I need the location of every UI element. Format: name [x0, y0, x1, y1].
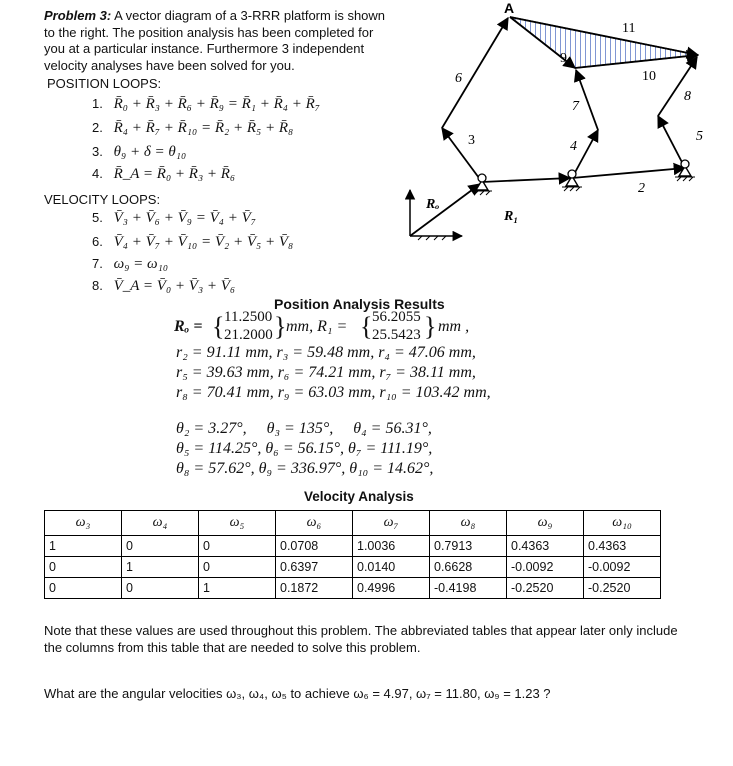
velocity-loop-7: 7. ω₉ = ω₁₀ — [92, 256, 169, 272]
position-loop-1: 1. R̄₀ + R̄₃ + R̄₆ + R̄₉ = R̄₁ + R̄₄ + R̄₇ — [92, 96, 320, 112]
vector-2 — [572, 168, 685, 178]
label-r1: R₁ — [504, 209, 519, 224]
problem-intro — [44, 8, 394, 74]
header-w5: ω₅ — [199, 511, 276, 536]
table-cell: 0.1872 — [276, 578, 353, 599]
table-cell: 1 — [45, 536, 122, 557]
table-cell: 0.7913 — [430, 536, 507, 557]
ro-top: 11.2500 — [224, 309, 273, 325]
lengths-line-1: r₂ = 91.11 mm, r₃ = 59.48 mm, r₄ = 47.06 mm, — [176, 344, 476, 361]
position-loop-4: 4. R̄_A = R̄₀ + R̄₃ + R̄₆ — [92, 166, 236, 182]
table-cell: 0.6628 — [430, 557, 507, 578]
velocity-loops-heading: VELOCITY LOOPS: — [44, 192, 161, 207]
table-cell: 0.0708 — [276, 536, 353, 557]
vector-3 — [442, 128, 482, 182]
question-text: What are the angular velocities ω₃, ω₄, ω₅ to achieve ω₆ = 4.97, ω₇ = 11.80, ω₉ = 1.23 ? — [44, 686, 551, 701]
table-cell: 0.4363 — [584, 536, 661, 557]
label-7: 7 — [572, 99, 579, 114]
angles-line-2: θ₅ = 114.25°, θ₆ = 56.15°, θ₇ = 111.19°, — [176, 440, 433, 457]
table-cell: -0.0092 — [507, 557, 584, 578]
vector-7 — [576, 70, 598, 130]
label-ro: Rₒ — [426, 197, 440, 212]
header-w3: ω₃ — [45, 511, 122, 536]
table-cell: 1.0036 — [353, 536, 430, 557]
vector-4 — [572, 130, 598, 178]
velocity-loop-6: 6. V̄₄ + V̄₇ + V̄₁₀ = V̄₂ + V̄₅ + V̄₈ — [92, 234, 294, 250]
vector-ro — [410, 184, 480, 236]
vector-5 — [658, 116, 685, 168]
table-cell: 0 — [122, 578, 199, 599]
velocity-loop-8: 8. V̄_A = V̄₀ + V̄₃ + V̄₆ — [92, 278, 236, 294]
header-w9: ω₉ — [507, 511, 584, 536]
ro-label: Rₒ = — [174, 318, 203, 335]
table-header-row — [45, 511, 661, 536]
angles-line-3: θ₈ = 57.62°, θ₉ = 336.97°, θ₁₀ = 14.62°, — [176, 460, 434, 477]
label-11: 11 — [622, 21, 636, 36]
vector-8 — [658, 57, 697, 116]
vector-r1 — [482, 178, 570, 182]
r1-brace-close: } — [424, 312, 437, 341]
position-loops-heading: POSITION LOOPS: — [47, 76, 162, 91]
header-w10: ω₁₀ — [584, 511, 661, 536]
vector-6 — [442, 18, 508, 128]
table-cell: 0.4996 — [353, 578, 430, 599]
angles-line-1: θ₂ = 3.27°, θ₃ = 135°, θ₄ = 56.31°, — [176, 420, 432, 437]
table-cell: -0.2520 — [507, 578, 584, 599]
r1-unit: mm , — [438, 318, 470, 335]
label-A: A — [504, 0, 515, 16]
header-w4: ω₄ — [122, 511, 199, 536]
vector-diagram — [400, 0, 720, 250]
table-cell: 0.4363 — [507, 536, 584, 557]
problem-text: A vector diagram of a 3-RRR platform is shown to the right. The position analysis has been completed for you at a particular instance. Furthermore 3 independent velocity analyses have been solved for you. — [44, 8, 386, 73]
table-cell: 0.0140 — [353, 557, 430, 578]
table-cell: -0.2520 — [584, 578, 661, 599]
header-w7: ω₇ — [353, 511, 430, 536]
r1-top: 56.2055 — [372, 309, 421, 325]
lengths-line-2: r₅ = 39.63 mm, r₆ = 74.21 mm, r₇ = 38.11 mm, — [176, 364, 476, 381]
table-cell: -0.0092 — [584, 557, 661, 578]
velocity-loop-5: 5. V̄₃ + V̄₆ + V̄₉ = V̄₄ + V̄₇ — [92, 210, 257, 226]
label-5: 5 — [696, 129, 703, 144]
table-cell: 0 — [45, 557, 122, 578]
lengths-line-3: r₈ = 70.41 mm, r₉ = 63.03 mm, r₁₀ = 103.42 mm, — [176, 384, 491, 401]
velocity-analysis-title: Velocity Analysis — [304, 489, 414, 504]
label-3: 3 — [468, 133, 475, 148]
velocity-table — [44, 510, 661, 599]
ro-brace-close: } — [274, 312, 287, 341]
table-cell: 0 — [199, 536, 276, 557]
position-loop-3: 3. θ₉ + δ = θ₁₀ — [92, 144, 187, 160]
header-w8: ω₈ — [430, 511, 507, 536]
table-row — [45, 578, 661, 599]
platform-triangle — [510, 17, 698, 68]
label-8: 8 — [684, 89, 691, 104]
label-10: 10 — [642, 69, 656, 84]
table-cell: 0.6397 — [276, 557, 353, 578]
header-w6: ω₆ — [276, 511, 353, 536]
label-2: 2 — [638, 181, 645, 196]
table-cell: -0.4198 — [430, 578, 507, 599]
table-cell: 0 — [199, 557, 276, 578]
table-cell: 0 — [45, 578, 122, 599]
ro-bottom: 21.2000 — [224, 327, 273, 343]
label-4: 4 — [570, 139, 577, 154]
table-cell: 1 — [199, 578, 276, 599]
label-6: 6 — [455, 71, 462, 86]
position-results-title: Position Analysis Results — [274, 296, 445, 312]
position-loop-2: 2. R̄₄ + R̄₇ + R̄₁₀ = R̄₂ + R̄₅ + R̄₈ — [92, 120, 294, 136]
r1-brace-open: { — [360, 312, 373, 341]
table-cell: 1 — [122, 557, 199, 578]
problem-label: Problem 3: — [44, 8, 112, 23]
label-9: 9 — [560, 51, 567, 66]
note-text: Note that these values are used throughout this problem. The abbreviated tables that appear later only include the columns from this table that are needed to solve this problem. — [44, 623, 678, 655]
table-cell: 0 — [122, 536, 199, 557]
r1-bottom: 25.5423 — [372, 327, 421, 343]
r1-label: mm, R₁ = — [286, 318, 348, 335]
table-row — [45, 536, 661, 557]
ro-brace-open: { — [212, 312, 225, 341]
table-row — [45, 557, 661, 578]
